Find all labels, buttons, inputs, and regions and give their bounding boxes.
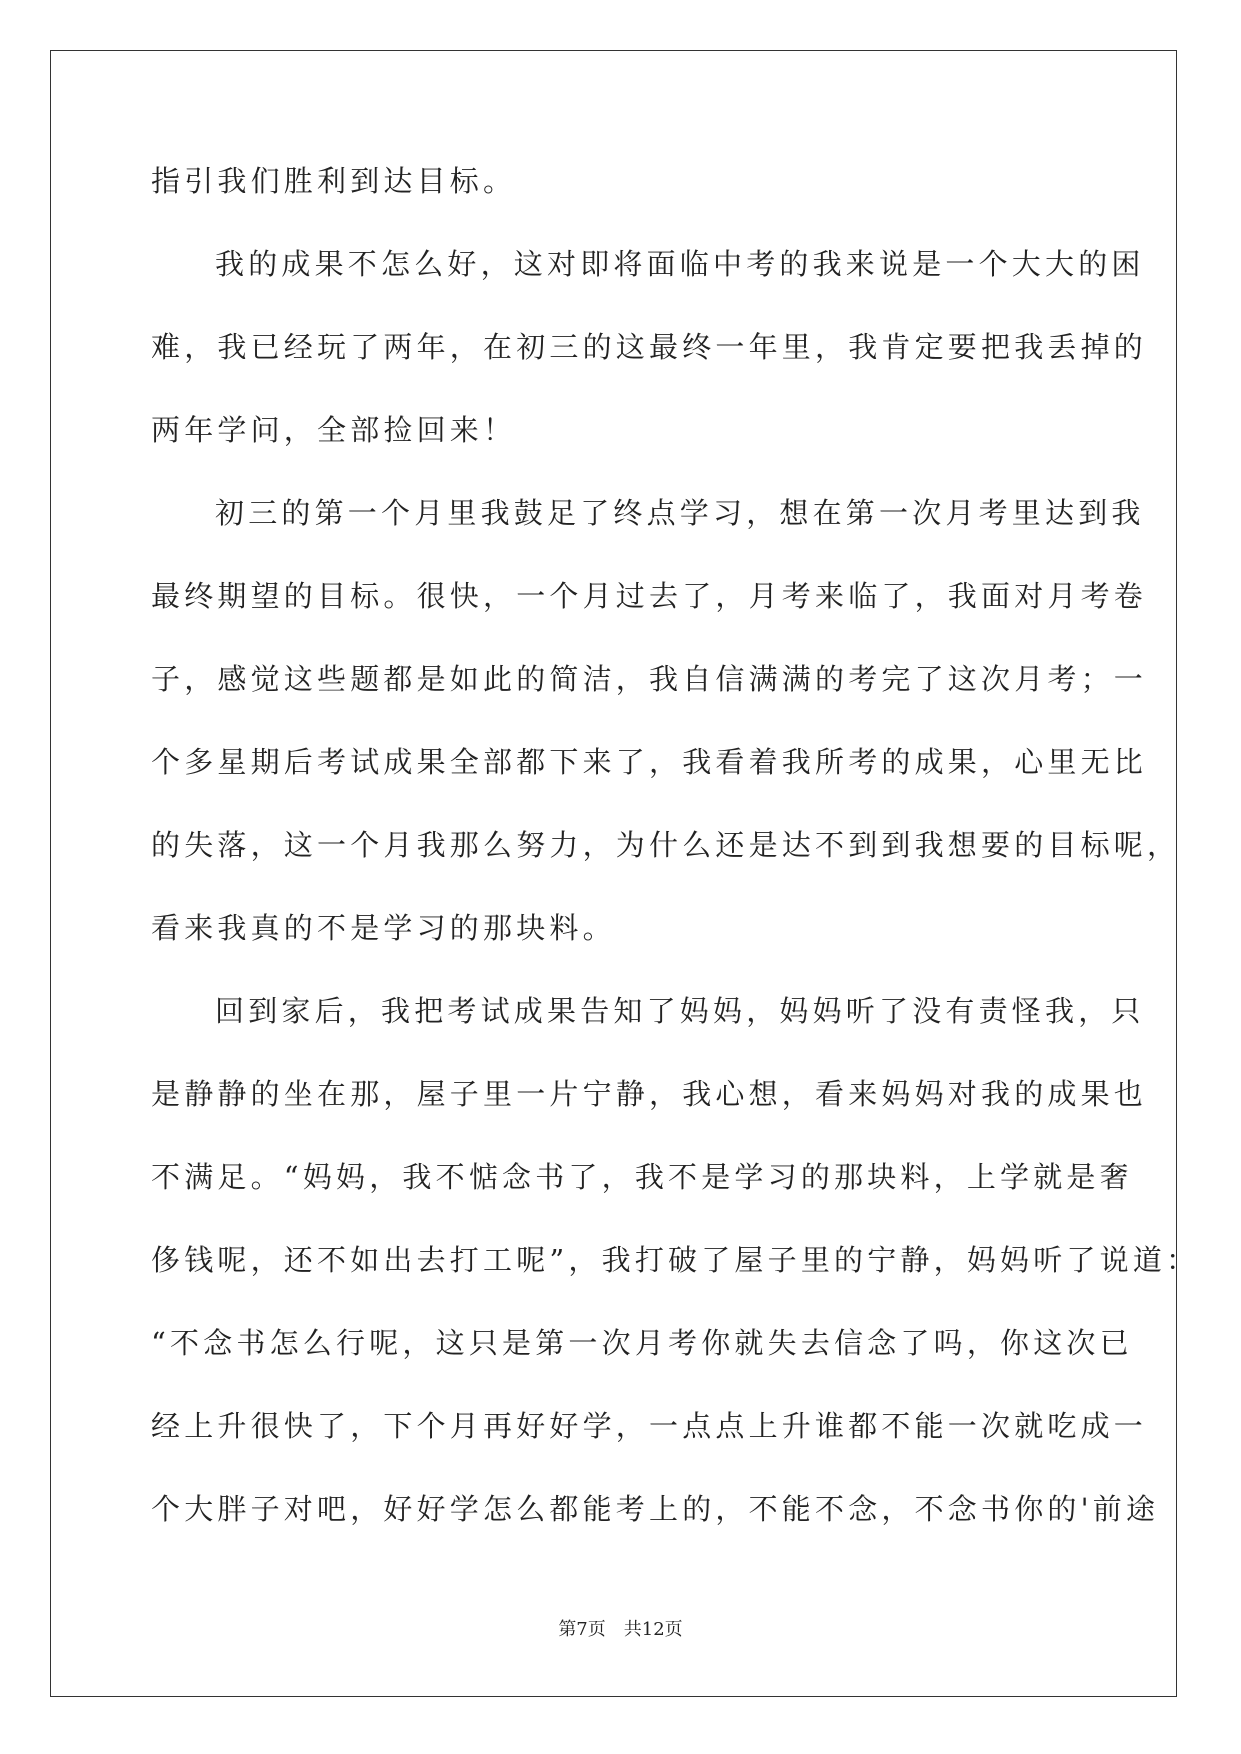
- document-body: [151, 160, 1200, 1571]
- text-line: 最终期望的目标。很快，一个月过去了，月考来临了，我面对月考卷: [151, 579, 1148, 613]
- text-line: 指引我们胜利到达目标。: [151, 164, 517, 198]
- text-line: 经上升很快了，下个月再好好学，一点点上升谁都不能一次就吃成一: [151, 1409, 1148, 1443]
- text-line: 难，我已经玩了两年，在初三的这最终一年里，我肯定要把我丢掉的: [151, 330, 1148, 364]
- text-line: 初三的第一个月里我鼓足了终点学习，想在第一次月考里达到我: [215, 496, 1145, 530]
- text-line: 看来我真的不是学习的那块料。: [151, 911, 616, 945]
- page-number-footer: 第7页 共12页: [558, 1619, 683, 1640]
- text-line: 是静静的坐在那，屋子里一片宁静，我心想，看来妈妈对我的成果也: [151, 1077, 1148, 1111]
- text-line: 个大胖子对吧，好好学怎么都能考上的，不能不念，不念书你的'前途: [151, 1492, 1160, 1526]
- text-line: 回到家后，我把考试成果告知了妈妈，妈妈听了没有责怪我，只: [215, 994, 1145, 1028]
- text-line: 的失落，这一个月我那么努力，为什么还是达不到到我想要的目标呢，: [151, 828, 1181, 862]
- text-line: 子，感觉这些题都是如此的简洁，我自信满满的考完了这次月考；一: [151, 662, 1148, 696]
- text-line: 不满足。“妈妈，我不惦念书了，我不是学习的那块料，上学就是奢: [151, 1160, 1133, 1194]
- text-line: 个多星期后考试成果全部都下来了，我看着我所考的成果，心里无比: [151, 745, 1148, 779]
- text-line: 侈钱呢，还不如出去打工呢”，我打破了屋子里的宁静，妈妈听了说道：: [151, 1243, 1200, 1277]
- text-line: “不念书怎么行呢，这只是第一次月考你就失去信念了吗，你这次已: [151, 1326, 1133, 1360]
- text-line: 两年学问，全部捡回来！: [151, 413, 517, 447]
- text-line: 我的成果不怎么好，这对即将面临中考的我来说是一个大大的困: [215, 247, 1145, 281]
